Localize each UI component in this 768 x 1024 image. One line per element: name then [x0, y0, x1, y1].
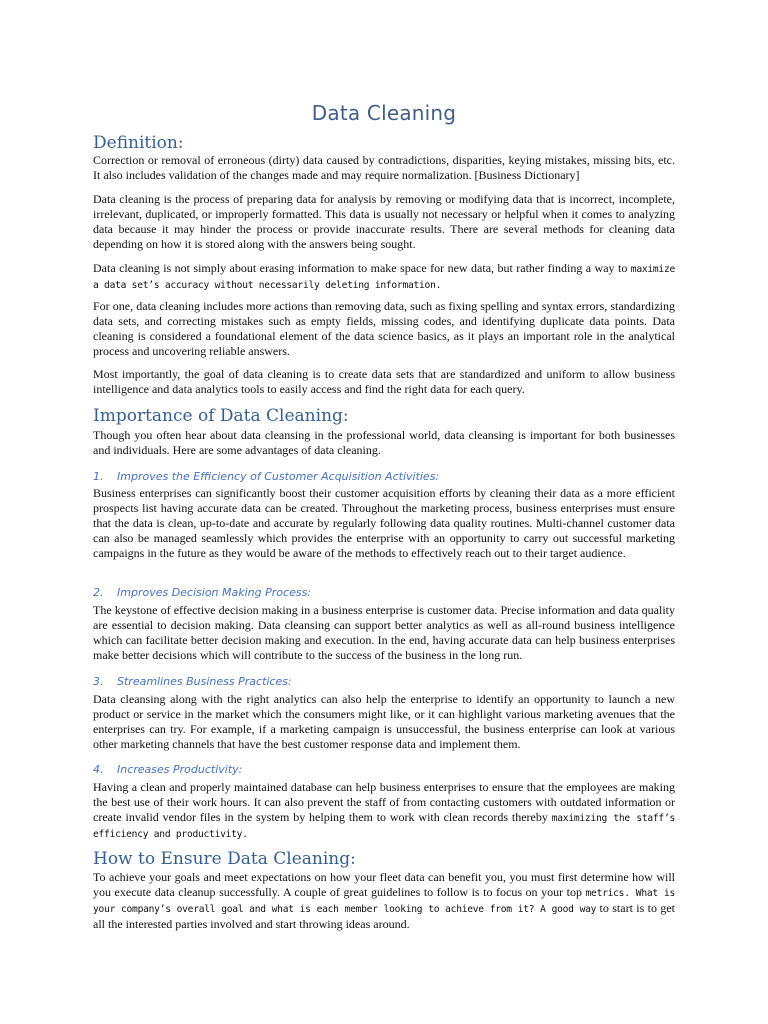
advantage-1-title: Improves the Efficiency of Customer Acquisition Activities:: [117, 470, 440, 483]
definition-heading: Definition:: [93, 133, 184, 153]
ensure-paragraph: [93, 870, 675, 932]
advantage-3-number: 3.: [93, 675, 104, 688]
definition-paragraph-5: Most importantly, the goal of data cleaning is to create data sets that are standardized and uniform to allow business intelligence and data analytics tools to easily access and find the right data for each query.: [93, 367, 675, 396]
advantage-4-number: 4.: [93, 763, 104, 776]
importance-heading: Importance of Data Cleaning:: [93, 406, 349, 426]
advantage-1-text: Business enterprises can significantly boost their customer acquisition efforts by cleaning their data as a more efficient prospects list having accurate data can be created. Throughout the marketing process, business enterprises must ensure that the data is clean, up-to-date and accurate by regularly following data quality routines. Multi-channel customer data can also be managed seamlessly which provides the enterprise with an opportunity to carry out successful marketing campaigns in the future as they would be aware of the methods to effectively reach out to their target audience.: [93, 486, 675, 560]
advantage-2-number: 2.: [93, 586, 104, 599]
definition-paragraph-2: Data cleaning is the process of preparing data for analysis by removing or modifying data that is incorrect, incomplete, irrelevant, duplicated, or improperly formatted. This data is usually not necessary or helpful when it comes to analyzing data because it may hinder the process or provide inaccurate results. There are several methods for cleaning data depending on how it is stored along with the answers being sought.: [93, 192, 675, 251]
importance-intro: Though you often hear about data cleansing in the professional world, data cleansing is important for both businesses and individuals. Here are some advantages of data cleaning.: [93, 428, 675, 457]
advantage-1-heading: [93, 470, 439, 484]
advantage-1-number: 1.: [93, 470, 104, 483]
ensure-paragraph-end: to start is to get all the interested parties involved and start throwing ideas around.: [93, 901, 675, 931]
advantage-2-heading: [93, 586, 311, 600]
definition-paragraph-4: For one, data cleaning includes more actions than removing data, such as fixing spelling and syntax errors, standardizing data sets, and correcting mistakes such as empty fields, missing codes, and identifying duplicate data points. Data cleaning is considered a foundational element of the data science basics, as it plays an important role in the analytical process and uncovering reliable answers.: [93, 299, 675, 358]
ensure-paragraph-middle: metrics. What is your company’s overall goal and what is each member looking to achieve from it? A good way: [93, 888, 676, 915]
advantage-4-title: Increases Productivity:: [117, 763, 243, 776]
advantage-3-title: Streamlines Business Practices:: [117, 675, 292, 688]
advantage-2-text: The keystone of effective decision making in a business enterprise is customer data. Precise information and data quality are essential to decision making. Data cleansing can support better analytics as well as all-round business intelligence which can facilitate better decision making and execution. In the end, having accurate data can help business enterprises make better decisions which will contribute to the success of the business in the long run.: [93, 603, 675, 662]
advantage-4-heading: [93, 763, 242, 777]
advantage-4-text: [93, 780, 675, 842]
advantage-4-text-start: Having a clean and properly maintained database can help business enterprises to ensure that the employees are making the best use of their work hours. It can also prevent the staff of from contacting customers with outdated information or create invalid vendor files in the system by helping them to work with clean records thereby: [93, 780, 675, 824]
definition-paragraph-3-end: maximize a data set’s accuracy without necessarily deleting information.: [93, 264, 676, 291]
definition-paragraph-3: [93, 261, 675, 293]
advantage-3-text: Data cleansing along with the right analytics can also help the enterprise to identify an opportunity to launch a new product or service in the market which the consumers might like, or it can highlight various marketing avenues that the enterprises can try. For example, if a marketing campaign is unsuccessful, the business enterprise can look at various other marketing channels that have the best customer response data and implement them.: [93, 692, 675, 751]
advantage-2-title: Improves Decision Making Process:: [117, 586, 312, 599]
ensure-paragraph-start: To achieve your goals and meet expectations on how your fleet data can benefit you, you must first determine how will you execute data cleanup successfully. A couple of great guidelines to follow is to focus on your top: [93, 870, 675, 899]
definition-paragraph-1: Correction or removal of erroneous (dirty) data caused by contradictions, disparities, keying mistakes, missing bits, etc. It also includes validation of the changes made and may require normalization. [Business Dictionary]: [93, 153, 675, 182]
page-title: Data Cleaning: [311, 101, 457, 125]
advantage-3-heading: [93, 675, 292, 689]
definition-paragraph-3-start: Data cleaning is not simply about erasing information to make space for new data, but rather finding a way to: [93, 261, 628, 275]
advantage-4-text-end: maximizing the staff’s efficiency and productivity.: [93, 813, 676, 840]
ensure-heading: How to Ensure Data Cleaning:: [93, 849, 356, 869]
